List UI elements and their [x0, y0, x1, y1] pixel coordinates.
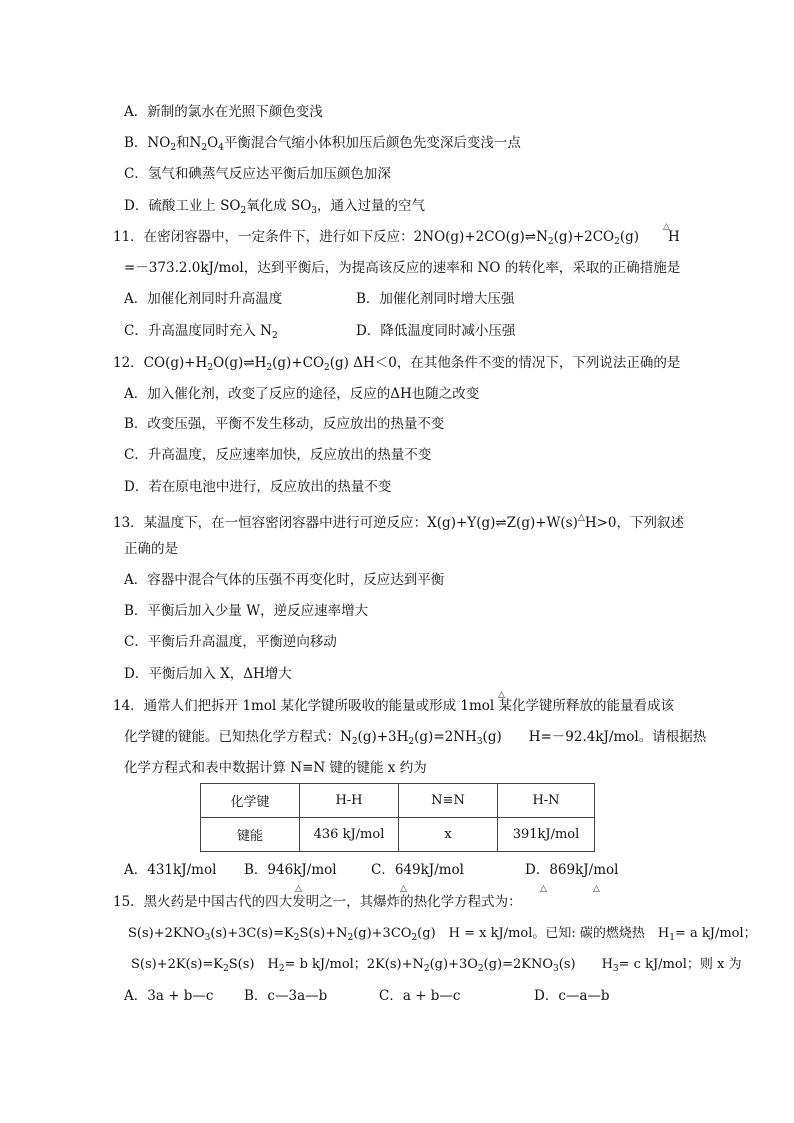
q12-option-d: D．若在原电池中进行，反应放出的热量不变	[124, 479, 392, 495]
q14-option-c: C．649kJ/mol	[371, 862, 464, 878]
q13-option-d: D．平衡后加入 X，ΔH增大	[124, 666, 292, 682]
q15-option-a: A．3a + b—c	[124, 988, 214, 1004]
delta-icon: △	[400, 884, 407, 894]
q11-option-c: C．升高温度同时充入 $N_2$	[124, 323, 278, 341]
bond-energy-table	[200, 783, 595, 852]
delta-icon: △	[577, 513, 585, 523]
q14-stem-line3: 化学方程式和表中数据计算 N≡N 键的键能 x 约为	[124, 760, 427, 776]
q13-option-c: C．平衡后升高温度，平衡逆向移动	[124, 634, 337, 650]
table-header-cell: H-H	[300, 784, 399, 818]
q14-stem-line2: 化学键的键能。已知热化学方程式：$N_2(g)+3H_2(g)=2NH_3(g)$ H=－92.4kJ/mol。请根据热	[124, 729, 707, 747]
delta-icon: △	[593, 884, 600, 894]
table-cell: x	[399, 818, 498, 852]
table-header-cell: 化学键	[201, 784, 300, 818]
q15-option-c: C．a + b—c	[379, 988, 461, 1004]
q10-option-a: A．新制的氯水在光照下颜色变浅	[124, 104, 323, 120]
q11-stem-line2: =－373.2.0kJ/mol，达到平衡后，为提高该反应的速率和 NO 的转化率，采取的正确措施是	[124, 260, 681, 276]
q14-option-d: D．869kJ/mol	[525, 862, 619, 878]
q14-option-b: B．946kJ/mol	[244, 862, 337, 878]
table-header-cell: H-N	[498, 784, 595, 818]
q12-option-b: B．改变压强，平衡不发生移动，反应放出的热量不变	[124, 416, 445, 432]
q14-stem: 14．通常人们把拆开 1mol 某化学键所吸收的能量或形成 1mol 某化学键所释放的能量看成该	[113, 698, 675, 714]
q13-option-b: B．平衡后加入少量 W，逆反应速率增大	[124, 603, 369, 619]
q13-stem-line2: 正确的是	[124, 541, 178, 557]
q10-option-b: B．$NO_2$和$N_2O_4$平衡混合气缩小体积加压后颜色先变深后变浅一点	[124, 135, 521, 153]
delta-icon: △	[540, 884, 547, 894]
q11-option-a: A．加催化剂同时升高温度	[124, 291, 283, 307]
q15-option-b: B．c—3a—b	[244, 988, 328, 1004]
delta-icon: △	[498, 690, 505, 700]
table-row-label: 键能	[201, 818, 300, 852]
q11-h-symbol: H	[668, 229, 680, 245]
table-cell: 391kJ/mol	[498, 818, 595, 852]
table-cell: 436 kJ/mol	[300, 818, 399, 852]
q12-stem: 12．$CO(g)+H_2O(g)\rightleftharpoons H_2(g)+CO_2(g)$ ΔH＜0，在其他条件不变的情况下，下列说法正确的是	[113, 355, 681, 373]
table-row	[201, 784, 595, 818]
q13-option-a: A．容器中混合气体的压强不再变化时，反应达到平衡	[124, 572, 445, 588]
table-header-cell: N≡N	[399, 784, 498, 818]
delta-icon: △	[295, 884, 302, 894]
q10-option-d: D．硫酸工业上 $SO_2$氧化成 $SO_3$，通入过量的空气	[124, 198, 426, 216]
q12-option-a: A．加入催化剂，改变了反应的途径，反应的ΔH也随之改变	[124, 386, 480, 402]
table-row	[201, 818, 595, 852]
q11-option-d: D．降低温度同时减小压强	[356, 323, 516, 339]
q10-option-c: C．氢气和碘蒸气反应达平衡后加压颜色加深	[124, 166, 391, 182]
q12-option-c: C．升高温度，反应速率加快，反应放出的热量不变	[124, 447, 432, 463]
q15-equation-2: $S(s)+2K(s)=K_2S(s)$ $H_2= b$ kJ/mol；$2K(s)+N_2(g)+3O_2(g)=2KNO_3(s)$ $H_3= c$ kJ/mol；则 x 为	[131, 957, 742, 974]
q15-equation-1: $S(s)+2KNO_3(s)+3C(s)=K_2S(s)+N_2(g)+3CO_2(g)$ H = x kJ/mol。已知: 碳的燃烧热 $H_1= a$ kJ/mol；	[128, 926, 757, 943]
delta-icon: △	[663, 222, 670, 232]
q11-option-b: B．加催化剂同时增大压强	[356, 291, 515, 307]
q13-stem: 13．某温度下，在一恒容密闭容器中进行可逆反应：X(g)+Y(g)⇌Z(g)+W(s)△H>0，下列叙述	[113, 513, 684, 531]
q15-option-d: D．c—a—b	[534, 988, 610, 1004]
q14-option-a: A．431kJ/mol	[124, 862, 217, 878]
q15-stem: 15．黑火药是中国古代的四大发明之一，其爆炸的热化学方程式为：	[113, 894, 522, 910]
q11-stem: 11．在密闭容器中，一定条件下，进行如下反应：$2NO(g)+2CO(g)\rightleftharpoons N_2(g)+2CO_2(g)$	[113, 229, 640, 247]
